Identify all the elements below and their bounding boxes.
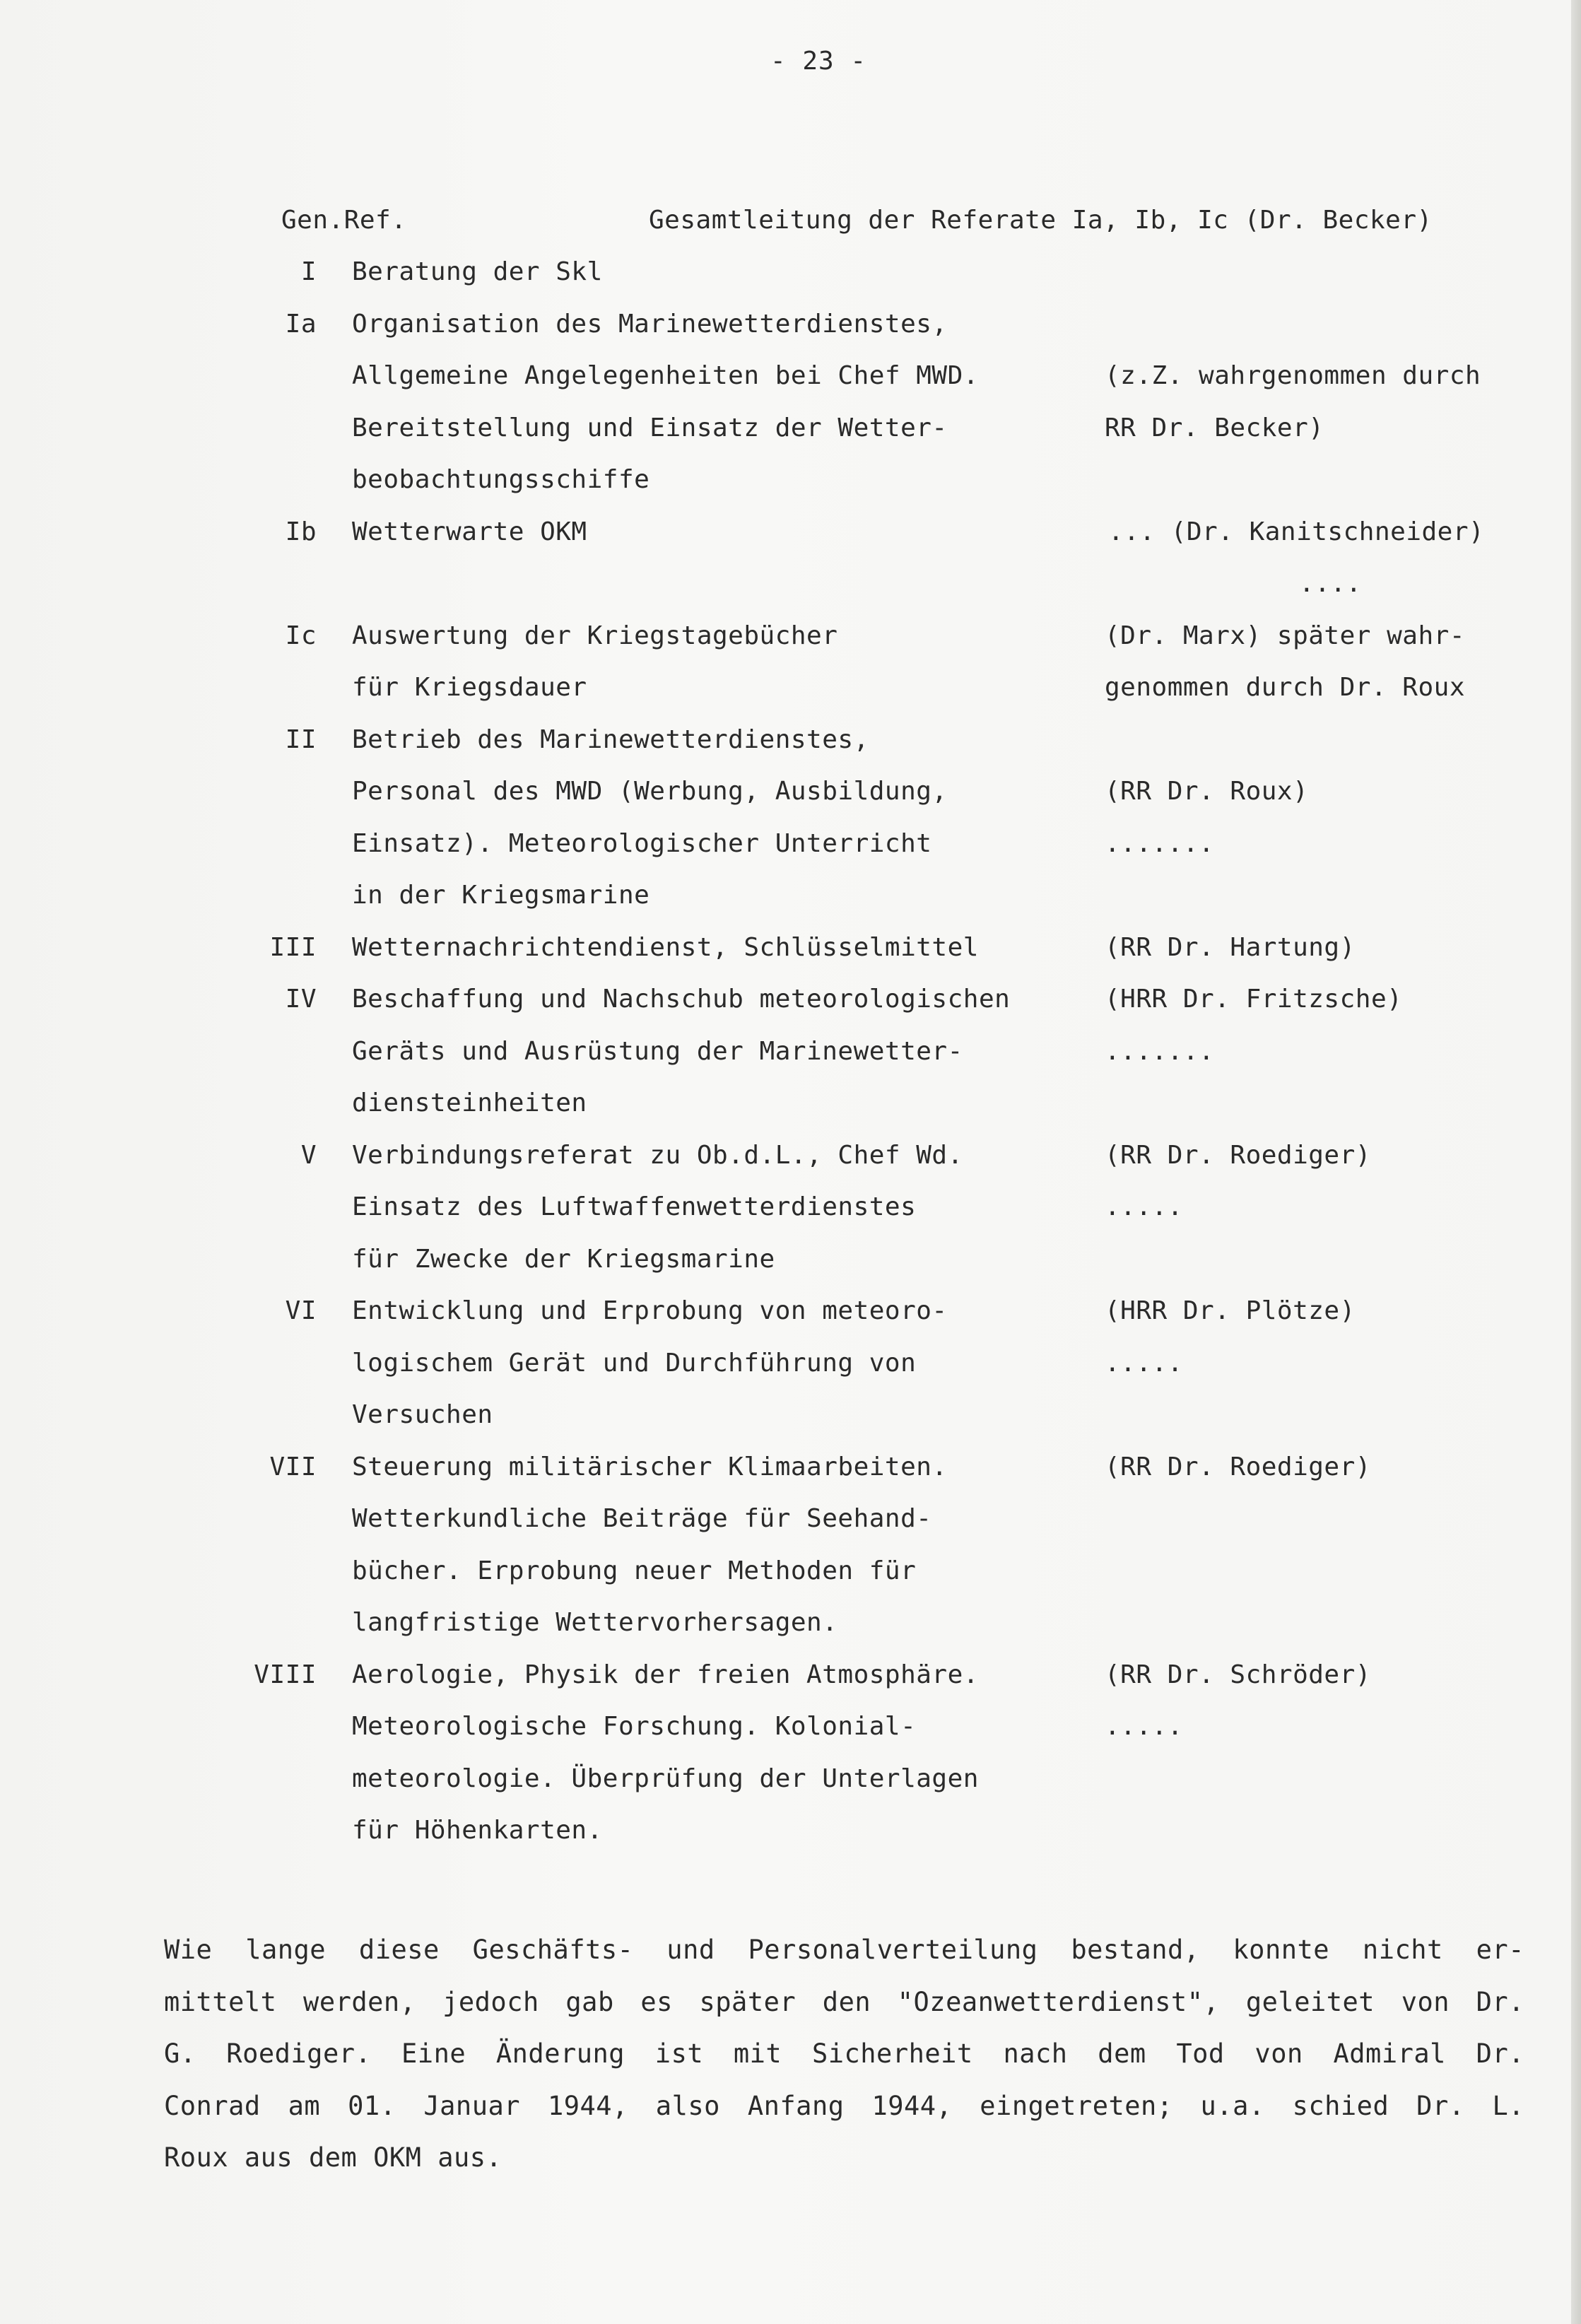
- referat-responsible: ....: [1299, 569, 1362, 598]
- referat-responsible: RR Dr. Becker): [1105, 413, 1324, 442]
- referat-text: für Zwecke der Kriegsmarine: [352, 1244, 775, 1274]
- paragraph-line: mittelt werden, jedoch gab es später den "Ozeanwetterdienst", geleitet von Dr.: [164, 1986, 1524, 2017]
- referat-text: Verbindungsreferat zu Ob.d.L., Chef Wd.: [352, 1140, 963, 1170]
- referat-number: VII: [269, 1452, 317, 1481]
- referat-text: Wetterwarte OKM: [352, 517, 587, 546]
- referat-responsible: (RR Dr. Schröder): [1105, 1660, 1371, 1689]
- header-label: Gen.Ref.: [281, 206, 407, 235]
- referat-number: Ia: [285, 309, 317, 339]
- referat-number: III: [269, 932, 317, 962]
- referat-number: Ib: [285, 517, 317, 546]
- paragraph-line: G. Roediger. Eine Änderung ist mit Sicherheit nach dem Tod von Admiral Dr.: [164, 2038, 1524, 2069]
- page-edge: [1571, 0, 1581, 2324]
- referat-text: bücher. Erprobung neuer Methoden für: [352, 1556, 917, 1585]
- referat-responsible: .......: [1105, 828, 1215, 858]
- referat-text: Entwicklung und Erprobung von meteoro-: [352, 1296, 948, 1325]
- referat-number: I: [300, 257, 317, 286]
- referat-text: Steuerung militärischer Klimaarbeiten.: [352, 1452, 948, 1481]
- header-text: Gesamtleitung der Referate Ia, Ib, Ic (Dr. Becker): [649, 206, 1433, 235]
- referat-responsible: .....: [1105, 1348, 1183, 1378]
- referat-responsible: (HRR Dr. Fritzsche): [1105, 985, 1403, 1014]
- referat-text: Beratung der Skl: [352, 257, 603, 286]
- referat-number: Ic: [285, 621, 317, 650]
- referat-text: Bereitstellung und Einsatz der Wetter-: [352, 413, 948, 442]
- referat-number: VIII: [254, 1660, 317, 1689]
- referat-number: IV: [285, 985, 317, 1014]
- referat-text: Meteorologische Forschung. Kolonial-: [352, 1712, 917, 1741]
- referat-text: in der Kriegsmarine: [352, 881, 650, 910]
- paragraph-line: Conrad am 01. Januar 1944, also Anfang 1944, eingetreten; u.a. schied Dr. L.: [164, 2090, 1524, 2121]
- referat-responsible: (RR Dr. Roediger): [1105, 1452, 1371, 1481]
- referat-responsible: .......: [1105, 1036, 1215, 1066]
- referat-responsible: .....: [1105, 1192, 1183, 1221]
- referat-text: Allgemeine Angelegenheiten bei Chef MWD.: [352, 361, 979, 390]
- referat-responsible: (RR Dr. Roux): [1105, 777, 1309, 806]
- paragraph-line: Wie lange diese Geschäfts- und Personalverteilung bestand, konnte nicht er-: [164, 1935, 1524, 1965]
- page-number: - 23 -: [770, 47, 867, 76]
- referat-text: Organisation des Marinewetterdienstes,: [352, 309, 948, 339]
- referat-number: V: [300, 1140, 317, 1170]
- referat-text: Versuchen: [352, 1400, 493, 1429]
- referat-text: Personal des MWD (Werbung, Ausbildung,: [352, 777, 948, 806]
- referat-responsible: (RR Dr. Roediger): [1105, 1140, 1371, 1170]
- referat-text: Betrieb des Marinewetterdienstes,: [352, 724, 869, 754]
- referat-text: Einsatz). Meteorologischer Unterricht: [352, 828, 932, 858]
- referat-responsible: (HRR Dr. Plötze): [1105, 1296, 1356, 1325]
- referat-text: logischem Gerät und Durchführung von: [352, 1348, 917, 1378]
- paragraph-line: Roux aus dem OKM aus.: [164, 2142, 502, 2173]
- referat-responsible: genommen durch Dr. Roux: [1105, 673, 1465, 702]
- referat-text: langfristige Wettervorhersagen.: [352, 1608, 838, 1637]
- referat-text: diensteinheiten: [352, 1088, 587, 1117]
- referat-number: II: [285, 724, 317, 754]
- referat-text: Beschaffung und Nachschub meteorologischen: [352, 985, 1011, 1014]
- referat-responsible: (RR Dr. Hartung): [1105, 932, 1356, 962]
- referat-text: Auswertung der Kriegstagebücher: [352, 621, 838, 650]
- referat-responsible: (Dr. Marx) später wahr-: [1105, 621, 1465, 650]
- referat-text: Wetternachrichtendienst, Schlüsselmittel: [352, 932, 979, 962]
- referat-responsible: (z.Z. wahrgenommen durch: [1105, 361, 1481, 390]
- referat-responsible: ... (Dr. Kanitschneider): [1108, 517, 1485, 546]
- referat-text: Geräts und Ausrüstung der Marinewetter-: [352, 1036, 963, 1066]
- referat-text: meteorologie. Überprüfung der Unterlagen: [352, 1763, 979, 1793]
- referat-text: Aerologie, Physik der freien Atmosphäre.: [352, 1660, 979, 1689]
- referat-text: Wetterkundliche Beiträge für Seehand-: [352, 1504, 932, 1533]
- referat-text: beobachtungsschiffe: [352, 465, 650, 494]
- referat-text: für Höhenkarten.: [352, 1816, 603, 1845]
- referat-responsible: .....: [1105, 1712, 1183, 1741]
- referat-text: Einsatz des Luftwaffenwetterdienstes: [352, 1192, 917, 1221]
- referat-text: für Kriegsdauer: [352, 673, 587, 702]
- referat-number: VI: [285, 1296, 317, 1325]
